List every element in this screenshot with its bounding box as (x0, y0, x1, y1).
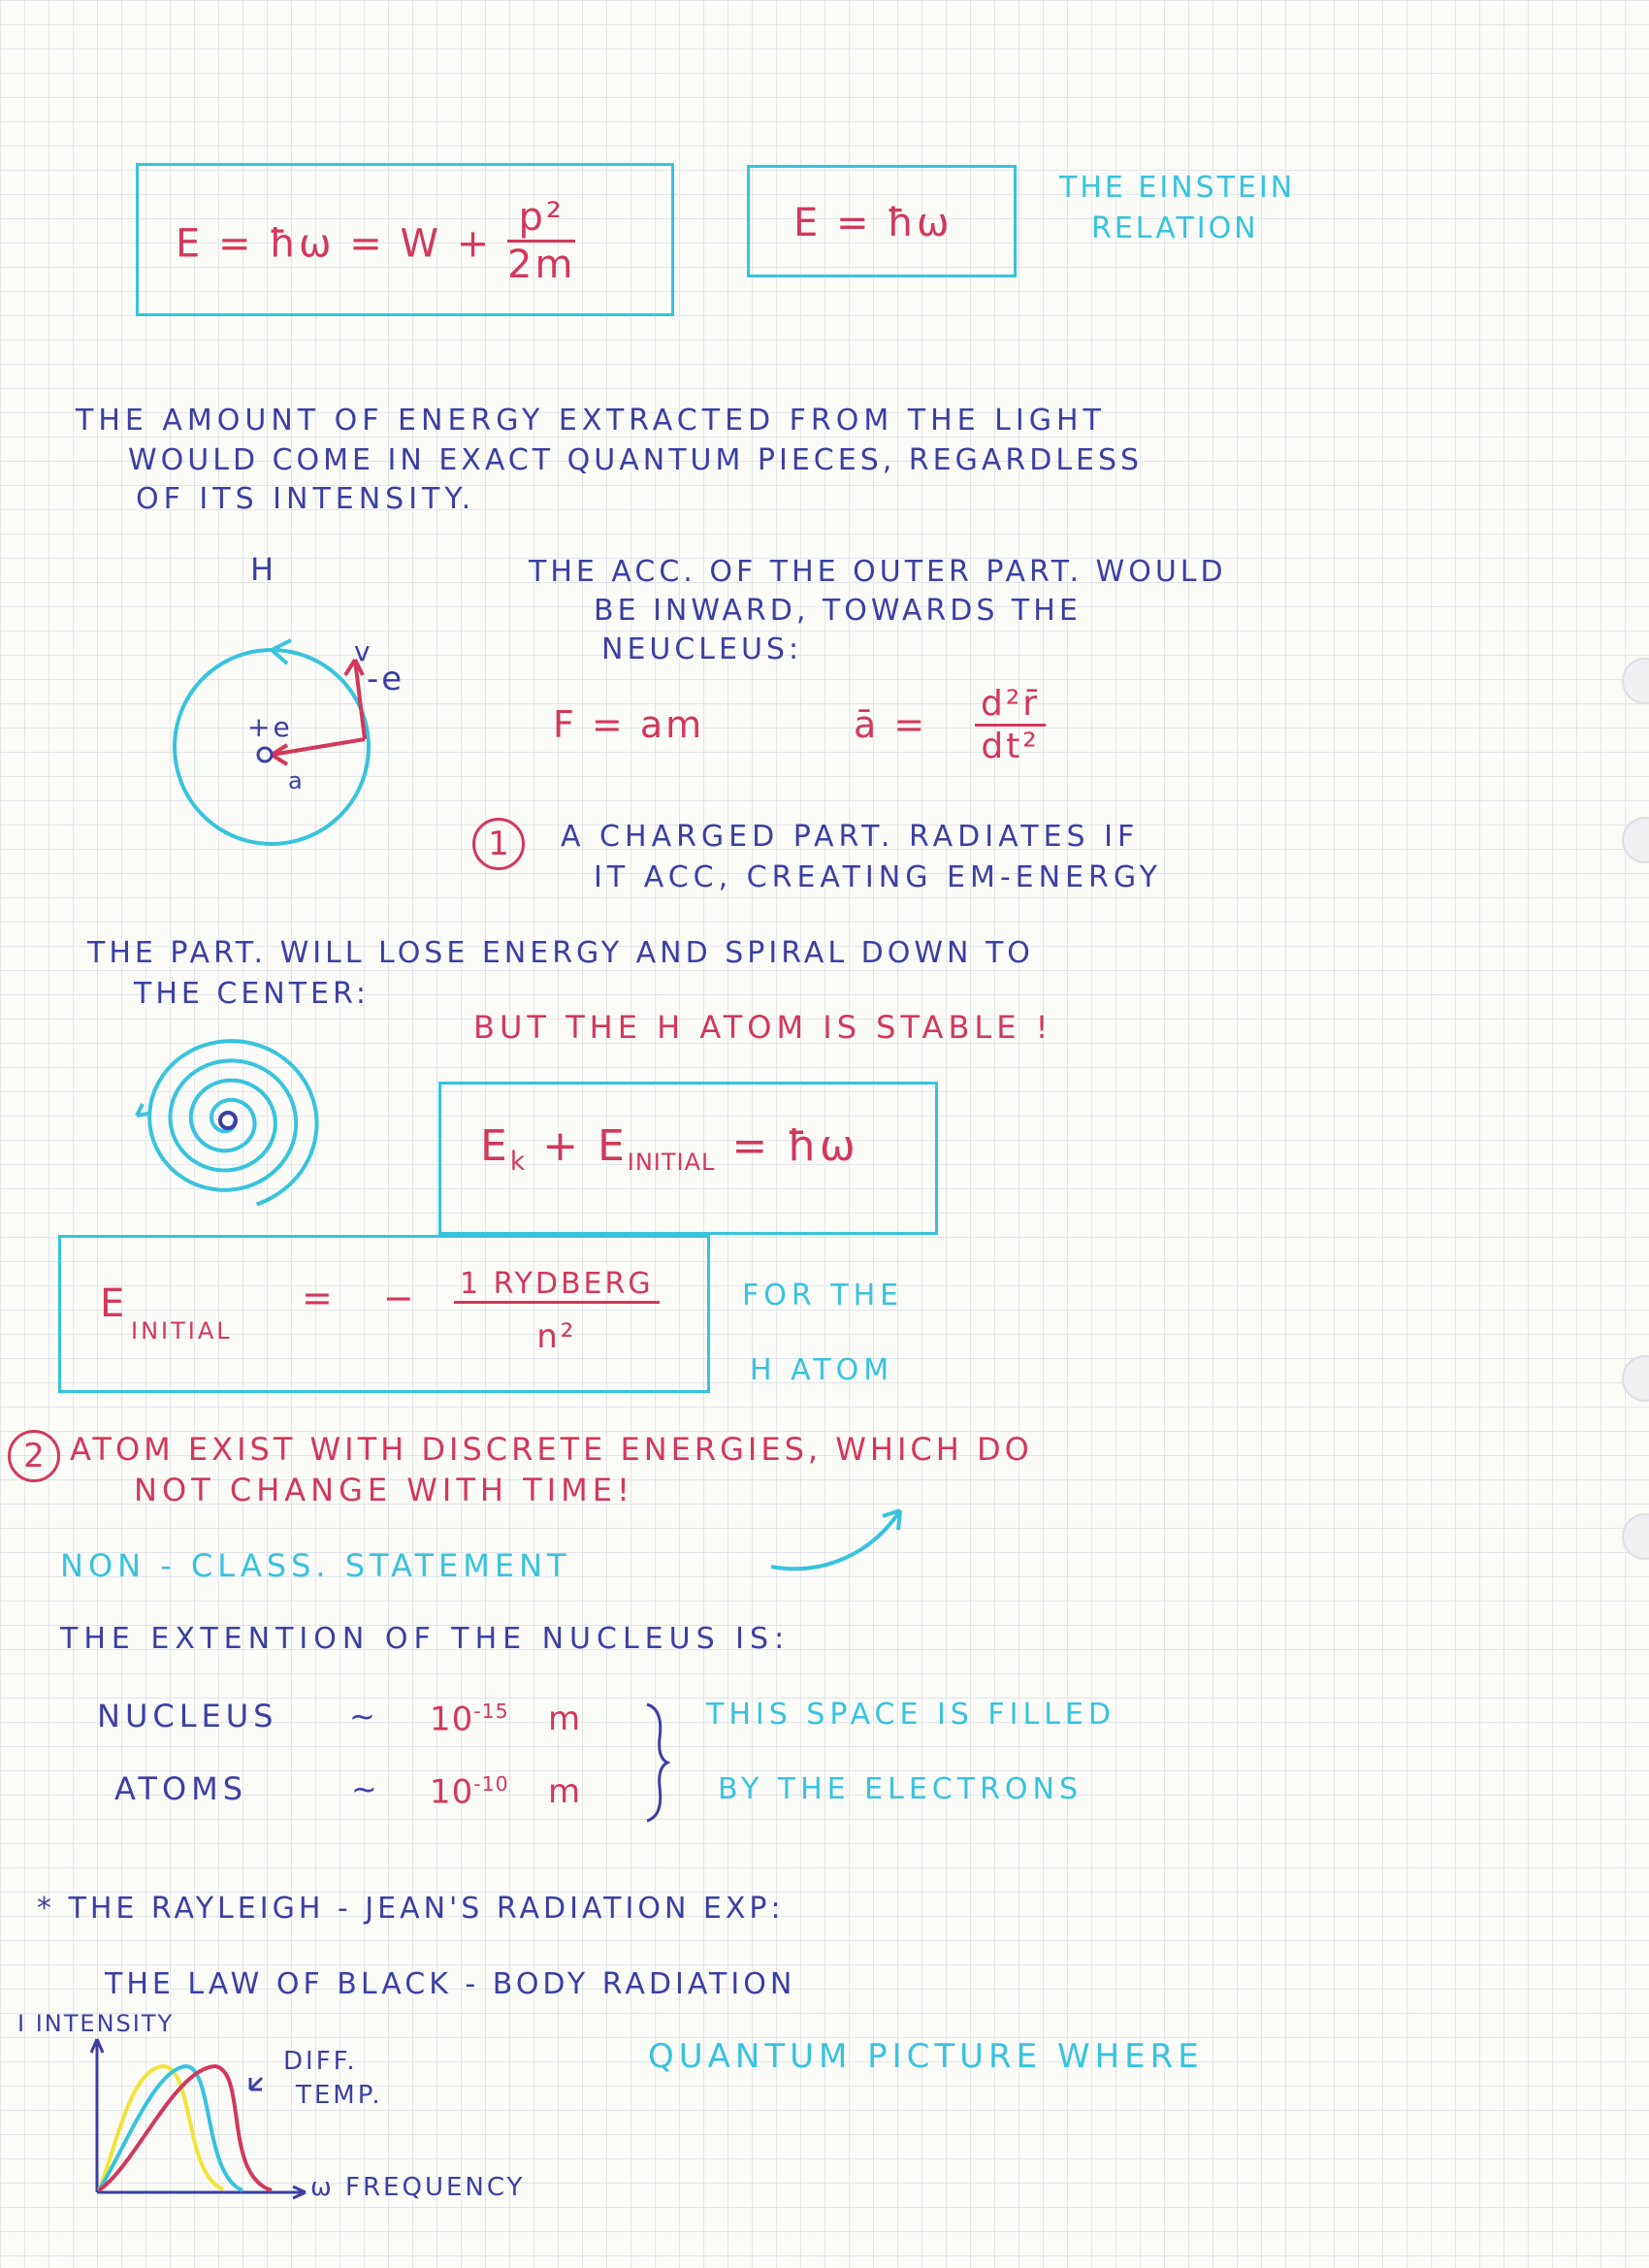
point2-line1: ATOM EXIST WITH DISCRETE ENERGIES, WHICH DO (70, 1431, 1033, 1468)
binder-hole (1622, 1513, 1649, 1560)
energy-equation: E = ħω = W + $\frac{\text{p²}}{2m}$ (176, 195, 576, 287)
h-atom-label-line1: FOR THE (742, 1279, 904, 1312)
kinetic-energy-box (438, 1082, 938, 1235)
nucleus-unit: m (548, 1700, 584, 1738)
ek-initial-subscript: INITIAL (627, 1148, 716, 1176)
ek-subscript: k (509, 1146, 527, 1177)
orbit-circle (175, 650, 369, 844)
space-note-line2: BY THE ELECTRONS (718, 1772, 1083, 1806)
point2-number: 2 (8, 1430, 60, 1482)
para1-line1: THE AMOUNT OF ENERGY EXTRACTED FROM THE LIGHT (76, 404, 1106, 437)
temp-label: TEMP. (296, 2081, 383, 2110)
einit-fraction (454, 1267, 660, 1356)
rydberg-denominator: n² (536, 1317, 577, 1356)
atom-orbit-diagram (165, 640, 378, 854)
kinetic-energy-equation (480, 1121, 858, 1177)
spiral-diagram (131, 1028, 325, 1213)
electron-charge-label: -e (367, 660, 405, 698)
einstein-equation: E = ħω (793, 201, 953, 245)
graph-x-label: ω FREQUENCY (310, 2173, 526, 2202)
atoms-unit: m (548, 1772, 584, 1811)
einit-subscript: INITIAL (131, 1317, 233, 1345)
spiral-center (220, 1113, 236, 1128)
nucleus-dot (258, 748, 272, 761)
ek-e: E (480, 1121, 510, 1171)
acceleration-label: a (288, 767, 306, 794)
nucleus-label: NUCLEUS (97, 1698, 278, 1734)
atom-size: $10^{-10}$ (430, 1772, 509, 1812)
graph-y-label: I INTENSITY (17, 2010, 175, 2037)
acceleration-fraction (975, 684, 1046, 766)
spiral-text-line2: THE CENTER: (134, 977, 371, 1011)
acceleration-vector-label: ā = (854, 703, 928, 746)
h-atom-label-line2: H ATOM (750, 1353, 894, 1387)
quantum-picture-text: QUANTUM PICTURE WHERE (648, 2037, 1204, 2076)
spiral-arrow (137, 1104, 148, 1116)
point2-line2: NOT CHANGE WITH TIME! (134, 1472, 634, 1508)
einit-e: E (100, 1281, 128, 1326)
acc-text-line1: THE ACC. OF THE OUTER PART. WOULD (529, 555, 1227, 589)
ek-rhs: = ħω (731, 1121, 858, 1171)
atoms-tilde: ~ (351, 1770, 380, 1807)
spiral-text-line1: THE PART. WILL LOSE ENERGY AND SPIRAL DOWN TO (87, 936, 1034, 970)
point1-line2: IT ACC, CREATING EM-ENERGY (594, 860, 1162, 894)
energy-equation-box (136, 163, 674, 316)
eq-lhs: E (176, 221, 204, 267)
binder-hole (1622, 817, 1649, 863)
diff-label: DIFF. (283, 2047, 358, 2076)
point1-line1: A CHARGED PART. RADIATES IF (561, 820, 1140, 854)
atoms-label: ATOMS (114, 1770, 248, 1807)
eq-p-squared: p² (507, 195, 575, 243)
binder-hole (1622, 658, 1649, 704)
rayleigh-jeans-heading: * THE RAYLEIGH - JEAN'S RADIATION EXP: (37, 1892, 785, 1926)
diff-temp-pointer (250, 2078, 262, 2090)
nucleus-extent-heading: THE EXTENTION OF THE NUCLEUS IS: (60, 1622, 791, 1656)
nucleus-charge-label: +e (247, 711, 293, 743)
ek-plus-e: + E (542, 1121, 628, 1171)
einit-equals-minus: = − (302, 1277, 434, 1319)
non-classical-statement: NON - CLASS. STATEMENT (60, 1547, 571, 1584)
binder-hole (1622, 1355, 1649, 1402)
hydrogen-label: H (250, 551, 277, 588)
brace (642, 1700, 671, 1826)
stable-atom-text: BUT THE H ATOM IS STABLE ! (473, 1009, 1053, 1046)
statement-arrow (766, 1499, 912, 1576)
para1-line2: WOULD COME IN EXACT QUANTUM PIECES, REGARDLESS (128, 443, 1144, 477)
blackbody-heading: THE LAW OF BLACK - BODY RADIATION (105, 1967, 796, 2001)
point1-number: 1 (472, 818, 525, 870)
space-note-line1: THIS SPACE IS FILLED (706, 1698, 1116, 1732)
acc-text-line3: NEUCLEUS: (601, 632, 803, 666)
initial-energy-box (58, 1235, 710, 1393)
force-equation: F = am (553, 703, 705, 746)
einstein-label-line1: THE EINSTEIN (1059, 171, 1296, 205)
fraction-denominator: dt² (981, 727, 1040, 766)
eq-hw: ħω (269, 221, 335, 267)
rydberg-numerator: 1 RYDBERG (454, 1267, 660, 1304)
nucleus-tilde: ~ (349, 1698, 378, 1734)
spiral-path (149, 1041, 316, 1204)
acc-text-line2: BE INWARD, TOWARDS THE (594, 594, 1082, 628)
fraction-numerator: d²r̄ (975, 684, 1046, 727)
einstein-label-line2: RELATION (1091, 211, 1259, 245)
eq-w: W (400, 221, 442, 267)
einstein-equation-box (747, 165, 1017, 277)
para1-line3: OF ITS INTENSITY. (136, 482, 476, 516)
nucleus-size: $10^{-15}$ (430, 1700, 509, 1739)
velocity-label: v (354, 635, 373, 667)
eq-2m: 2m (507, 243, 576, 287)
curve-high-temp (99, 2066, 272, 2190)
